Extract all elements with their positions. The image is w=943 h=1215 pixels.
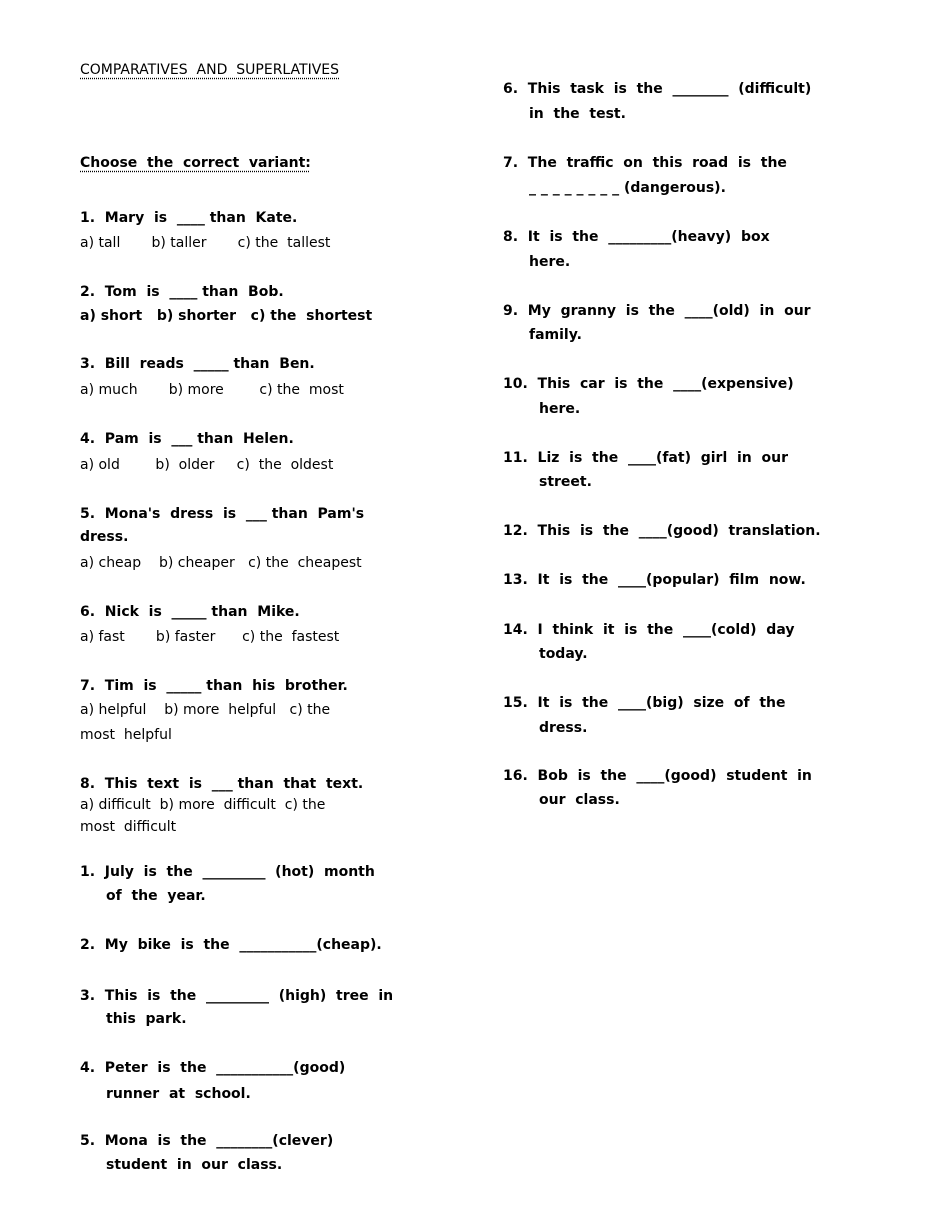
fill-item: 8. It is the _________(heavy) box: [503, 229, 770, 245]
question-stem: 3. Bill reads _____ than Ben.: [80, 356, 315, 372]
fill-item: 1. July is the _________ (hot) month: [80, 864, 375, 880]
fill-item: 4. Peter is the ___________(good): [80, 1060, 346, 1076]
fill-item: 9. My granny is the ____(old) in our: [503, 303, 811, 319]
question-options: a) short b) shorter c) the shortest: [80, 308, 373, 324]
fill-item: 10. This car is the ____(expensive): [503, 376, 794, 392]
question-options: a) tall b) taller c) the tallest: [80, 235, 331, 251]
fill-item: 16. Bob is the ____(good) student in: [503, 768, 812, 784]
fill-item-cont: here.: [539, 401, 581, 417]
question-stem: dress.: [80, 529, 129, 545]
question-stem: 6. Nick is _____ than Mike.: [80, 604, 300, 620]
fill-item: 15. It is the ____(big) size of the: [503, 695, 786, 711]
question-options: a) much b) more c) the most: [80, 382, 344, 398]
fill-item: 12. This is the ____(good) translation.: [503, 523, 821, 539]
fill-item-cont: in the test.: [529, 106, 626, 122]
question-options: most difficult: [80, 819, 177, 835]
fill-item: 13. It is the ____(popular) film now.: [503, 572, 806, 588]
question-options: most helpful: [80, 727, 172, 743]
instruction: Choose the correct variant:: [80, 155, 311, 171]
worksheet-title: COMPARATIVES AND SUPERLATIVES: [80, 62, 340, 78]
fill-item: 14. I think it is the ____(cold) day: [503, 622, 795, 638]
question-stem: 8. This text is ___ than that text.: [80, 776, 364, 792]
fill-item: 5. Mona is the ________(clever): [80, 1133, 334, 1149]
fill-item: 2. My bike is the ___________(cheap).: [80, 937, 382, 953]
question-stem: 4. Pam is ___ than Helen.: [80, 431, 294, 447]
question-options: a) old b) older c) the oldest: [80, 457, 334, 473]
fill-item: 3. This is the _________ (high) tree in: [80, 988, 394, 1004]
fill-item-cont: today.: [539, 646, 588, 662]
question-stem: 7. Tim is _____ than his brother.: [80, 678, 348, 694]
fill-item: 11. Liz is the ____(fat) girl in our: [503, 450, 788, 466]
fill-item-cont: runner at school.: [106, 1086, 251, 1102]
fill-item-cont: dress.: [539, 720, 588, 736]
fill-item-cont: street.: [539, 474, 592, 490]
question-options: a) fast b) faster c) the fastest: [80, 629, 340, 645]
question-options: a) difficult b) more difficult c) the: [80, 797, 326, 813]
fill-item-cont: this park.: [106, 1011, 187, 1027]
fill-item-cont: family.: [529, 327, 582, 343]
fill-item-cont: here.: [529, 254, 571, 270]
fill-item: 7. The traffic on this road is the: [503, 155, 787, 171]
fill-item-cont: of the year.: [106, 888, 206, 904]
fill-item-cont: our class.: [539, 792, 620, 808]
fill-item-cont: student in our class.: [106, 1157, 283, 1173]
question-stem: 5. Mona's dress is ___ than Pam's: [80, 506, 365, 522]
fill-item: 6. This task is the ________ (difficult): [503, 81, 812, 97]
question-options: a) helpful b) more helpful c) the: [80, 702, 331, 718]
question-stem: 2. Tom is ____ than Bob.: [80, 284, 284, 300]
question-stem: 1. Mary is ____ than Kate.: [80, 210, 298, 226]
fill-item-cont: _ _ _ _ _ _ _ _ (dangerous).: [529, 180, 726, 196]
question-options: a) cheap b) cheaper c) the cheapest: [80, 555, 362, 571]
